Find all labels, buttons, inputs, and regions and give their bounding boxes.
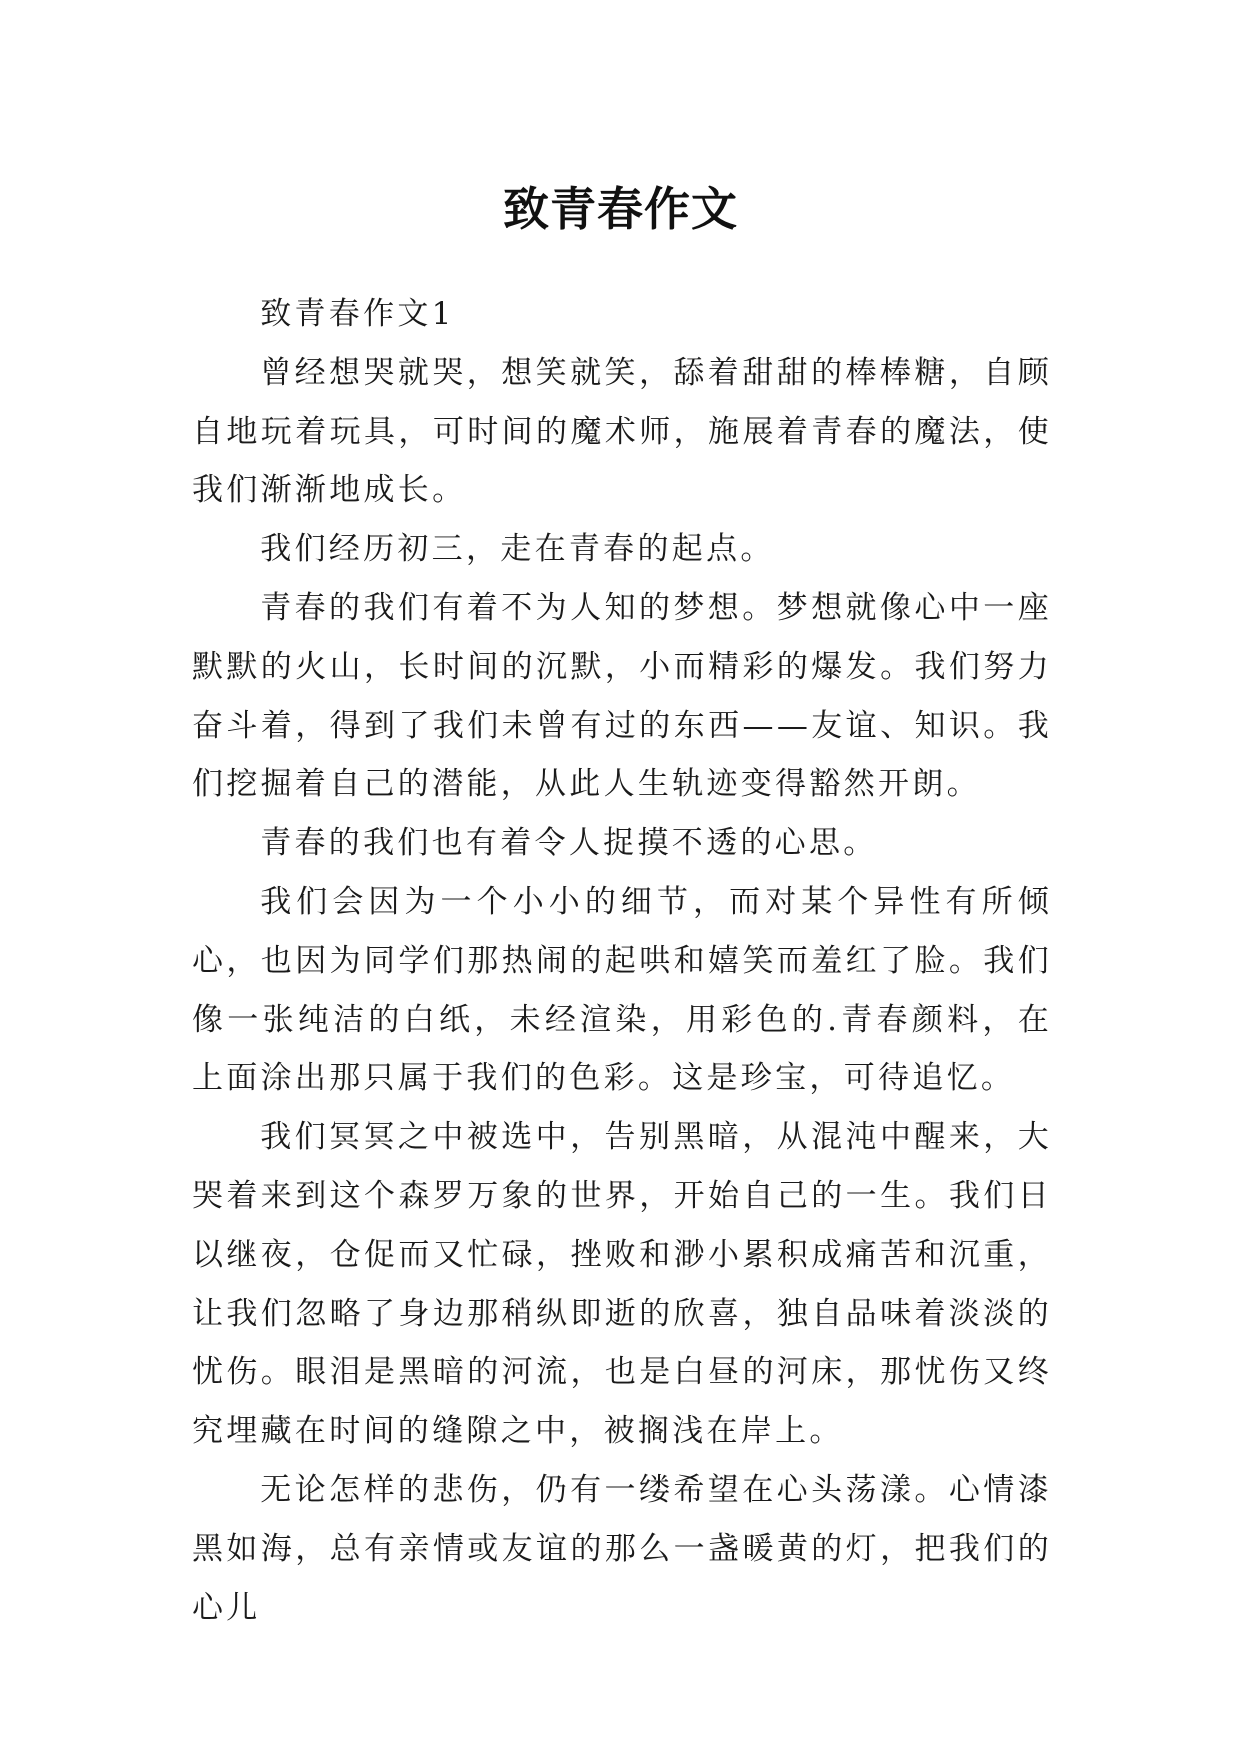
document-title: 致青春作文 — [503, 181, 738, 236]
paragraph: 曾经想哭就哭，想笑就笑，舔着甜甜的棒棒糖，自顾自地玩着玩具，可时间的魔术师，施展着青春的魔法，使我们渐渐地成长。 — [192, 354, 1052, 509]
paragraph: 我们冥冥之中被选中，告别黑暗，从混沌中醒来，大哭着来到这个森罗万象的世界，开始自己的一生。我们日以继夜，仓促而又忙碌，挫败和渺小累积成痛苦和沉重，让我们忽略了身边那稍纵即逝的欣喜，独自品味着淡淡的忧伤。眼泪是黑暗的河流，也是白昼的河床，那忧伤又终究埋藏在时间的缝隙之中，被搁浅在岸上。 — [192, 1119, 1052, 1450]
paragraph: 青春的我们也有着令人捉摸不透的心思。 — [260, 825, 878, 862]
paragraph: 青春的我们有着不为人知的梦想。梦想就像心中一座默默的火山，长时间的沉默，小而精彩的爆发。我们努力奋斗着，得到了我们未曾有过的东西——友谊、知识。我们挖掘着自己的潜能，从此人生轨迹变得豁然开朗。 — [192, 589, 1052, 803]
document-body — [192, 285, 1052, 1637]
paragraph: 我们经历初三，走在青春的起点。 — [260, 531, 775, 568]
paragraph: 无论怎样的悲伤，仍有一缕希望在心头荡漾。心情漆黑如海，总有亲情或友谊的那么一盏暖黄的灯，把我们的心儿 — [192, 1471, 1052, 1626]
paragraph: 我们会因为一个小小的细节，而对某个异性有所倾心，也因为同学们那热闹的起哄和嬉笑而羞红了脸。我们像一张纯洁的白纸，未经渲染，用彩色的.青春颜料，在上面涂出那只属于我们的色彩。这是珍宝，可待追忆。 — [192, 883, 1052, 1097]
paragraph-heading: 致青春作文1 — [260, 296, 455, 332]
